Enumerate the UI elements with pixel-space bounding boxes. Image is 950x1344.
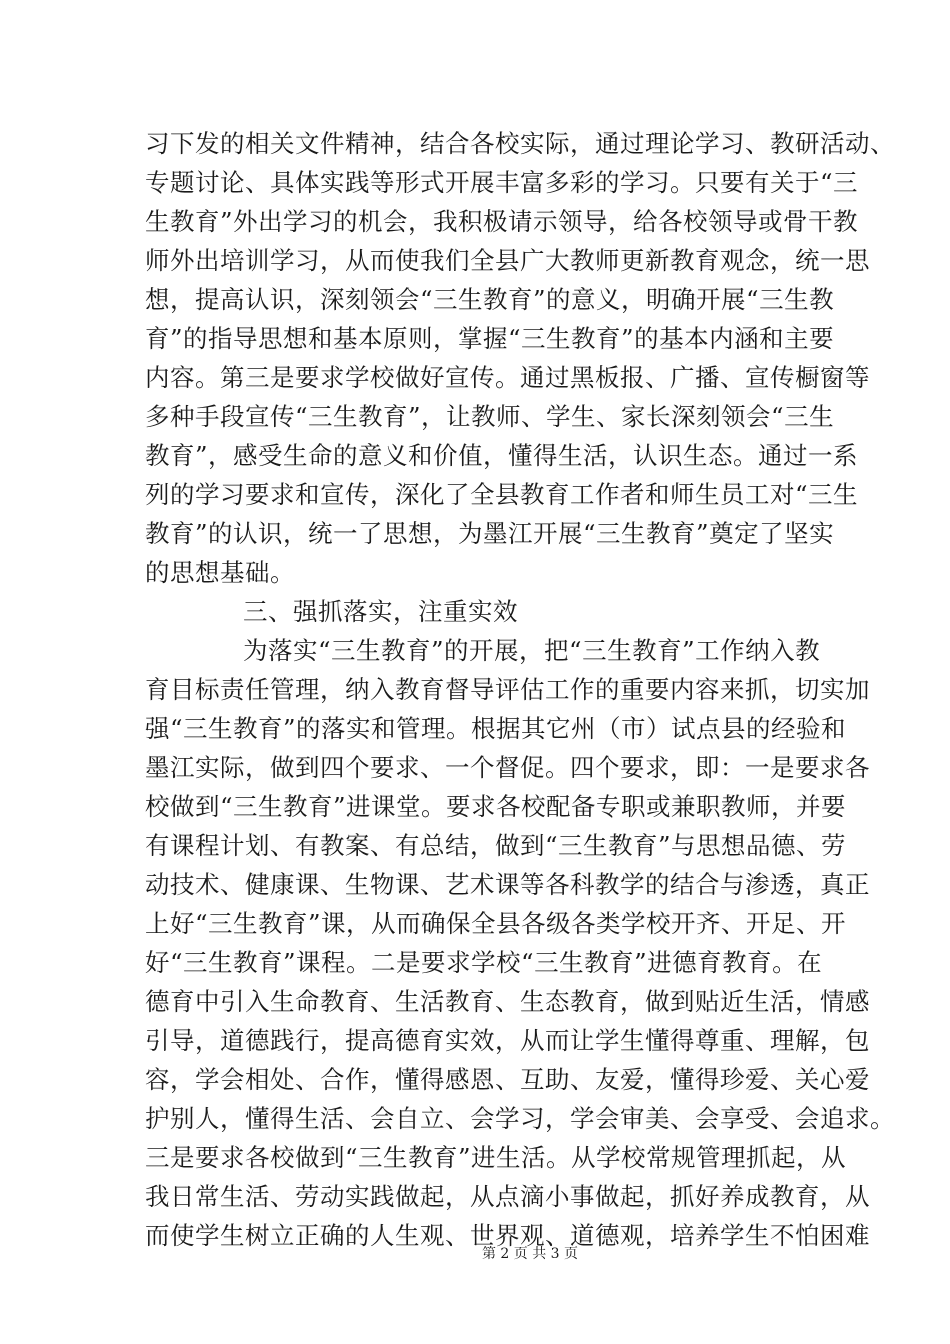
body-line: 而使学生树立正确的人生观、世界观、道德观，培养学生不怕困难 [145,1221,870,1250]
body-line: 容，学会相处、合作，懂得感恩、互助、友爱，懂得珍爱、关心爱 [145,1065,870,1094]
body-line: 习下发的相关文件精神，结合各校实际，通过理论学习、教研活动、 [145,129,895,158]
body-line: 护别人，懂得生活、会自立、会学习，学会审美、会享受、会追求。 [145,1104,895,1133]
body-line: 内容。第三是要求学校做好宣传。通过黑板报、广播、宣传橱窗等 [145,363,870,392]
paragraph-first-line: 为落实“三生教育”的开展，把“三生教育”工作纳入教 [243,636,821,665]
body-line: 育目标责任管理，纳入教育督导评估工作的重要内容来抓，切实加 [145,675,870,704]
body-line: 校做到“三生教育”进课堂。要求各校配备专职或兼职教师，并要 [145,792,847,821]
body-line: 好“三生教育”课程。二是要求学校“三生教育”进德育教育。在 [145,948,823,977]
body-line: 列的学习要求和宣传，深化了全县教育工作者和师生员工对“三生 [145,480,859,509]
body-line: 有课程计划、有教案、有总结，做到“三生教育”与思想品德、劳 [145,831,847,860]
body-line: 动技术、健康课、生物课、艺术课等各科教学的结合与渗透，真正 [145,870,870,899]
section-heading: 三、强抓落实，注重实效 [243,597,518,626]
body-line: 强“三生教育”的落实和管理。根据其它州（市）试点县的经验和 [145,714,847,743]
body-line: 的思想基础。 [145,558,295,587]
body-line: 专题讨论、具体实践等形式开展丰富多彩的学习。只要有关于“三 [145,168,859,197]
body-line: 墨江实际，做到四个要求、一个督促。四个要求，即：一是要求各 [145,753,870,782]
body-line: 三是要求各校做到“三生教育”进生活。从学校常规管理抓起，从 [145,1143,847,1172]
body-line: 师外出培训学习，从而使我们全县广大教师更新教育观念，统一思 [145,246,870,275]
body-line: 教育”的认识，统一了思想，为墨江开展“三生教育”奠定了坚实 [145,519,835,548]
body-line: 教育”，感受生命的意义和价值，懂得生活，认识生态。通过一系 [145,441,859,470]
body-line: 上好“三生教育”课，从而确保全县各级各类学校开齐、开足、开 [145,909,847,938]
body-line: 德育中引入生命教育、生活教育、生态教育，做到贴近生活，情感 [145,987,870,1016]
body-line: 我日常生活、劳动实践做起，从点滴小事做起，抓好养成教育，从 [145,1182,870,1211]
body-line: 育”的指导思想和基本原则，掌握“三生教育”的基本内涵和主要 [145,324,835,353]
body-line: 多种手段宣传“三生教育”，让教师、学生、家长深刻领会“三生 [145,402,835,431]
body-line: 生教育”外出学习的机会，我积极请示领导，给各校领导或骨干教 [145,207,859,236]
body-line: 引导，道德践行，提高德育实效，从而让学生懂得尊重、理解，包 [145,1026,870,1055]
body-line: 想，提高认识，深刻领会“三生教育”的意义，明确开展“三生教 [145,285,835,314]
page-number-footer: 第 2 页 共 3 页 [481,1246,579,1262]
